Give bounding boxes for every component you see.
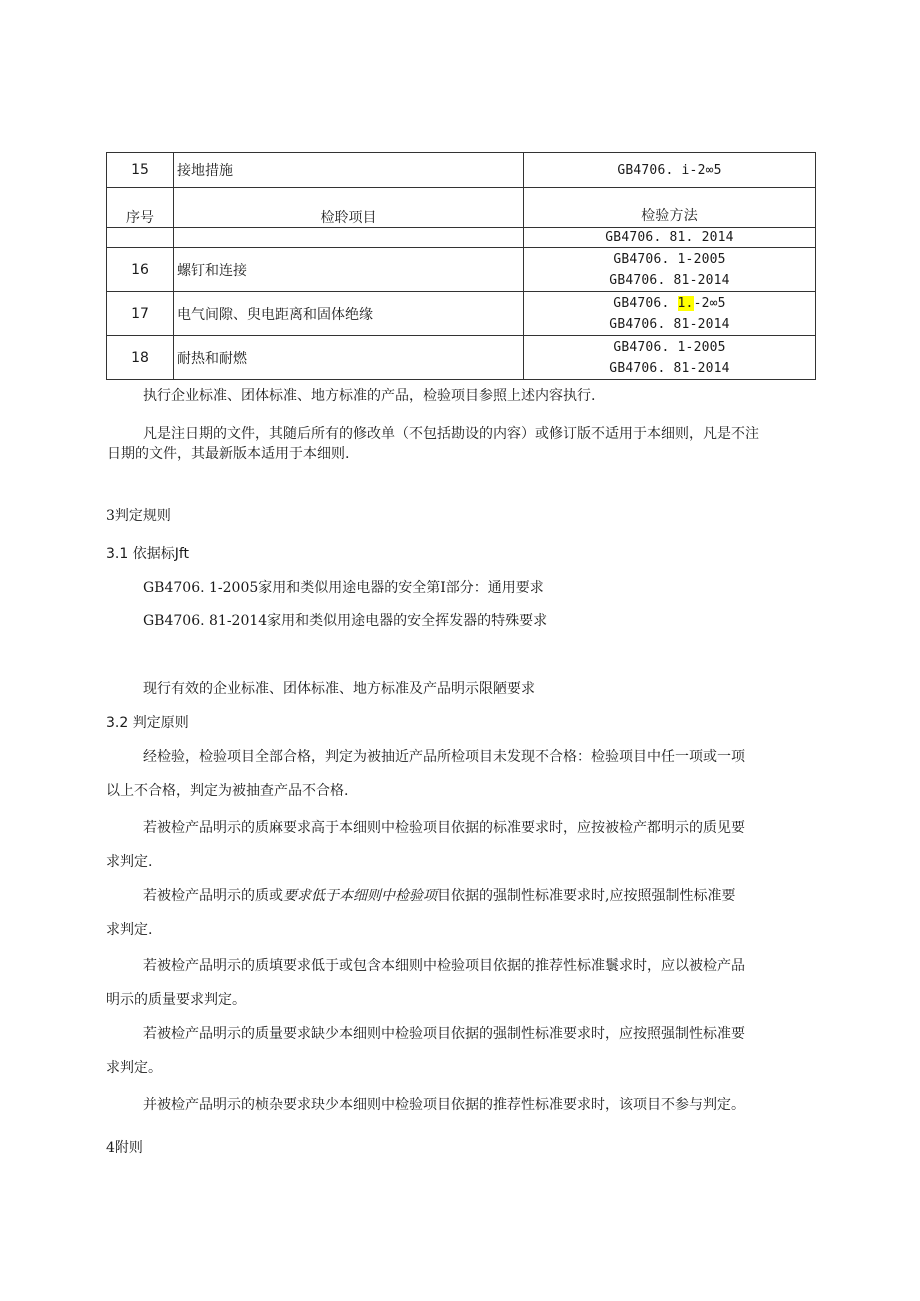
row-number: 18 bbox=[107, 336, 174, 380]
inspection-item: 螺钉和连接 bbox=[174, 248, 524, 292]
rule-1-line1: 经检验，检验项目全部合格，判定为被抽近产品所检项目未发现不合格：检验项目中任一项或一项 bbox=[143, 749, 745, 765]
rule-4-line2: 明示的质量要求判定。 bbox=[106, 992, 246, 1008]
method-line: GB4706. 81-2014 bbox=[609, 272, 730, 288]
rule-3-line2: 求判定. bbox=[106, 922, 153, 938]
inspection-method bbox=[524, 292, 816, 336]
method-prefix: GB4706. bbox=[613, 295, 678, 311]
inspection-method bbox=[524, 153, 816, 188]
table-row bbox=[107, 228, 816, 248]
rule-5-line1: 若被检产品明示的质量要求缺少本细则中检验项目依据的强制性标准要求时，应按照强制性标准要 bbox=[143, 1026, 745, 1042]
row-number bbox=[107, 228, 174, 248]
inspection-method bbox=[524, 336, 816, 380]
section-3-1-heading: 3.1 依据标Jft bbox=[106, 546, 190, 562]
method-line: GB4706. 1-2005 bbox=[613, 339, 726, 355]
rule-2-line2: 求判定. bbox=[106, 854, 153, 870]
method-line: GB4706. 1-2005 bbox=[613, 251, 726, 267]
reference-standard-2: GB4706. 81-2014家用和类似用途电器的安全挥发器的特殊要求 bbox=[143, 613, 548, 629]
header-method-label: 检验方法 bbox=[641, 208, 698, 224]
note-paragraph-2-line1: 凡是注日期的文件，其随后所有的修改单（不包括勘设的内容）或修订版不适用于本细则，凡是不注 bbox=[143, 426, 759, 442]
rule-6-line1: 并被检产品明示的桢杂要求玦少本细则中检验项目依据的推荐性标准要求时，该项目不参与判定。 bbox=[143, 1097, 745, 1113]
inspection-item bbox=[174, 228, 524, 248]
rule-3-italic: 要求低于本细则中检验项 bbox=[283, 888, 437, 904]
highlighted-text: 1. bbox=[677, 295, 694, 311]
note-paragraph-1: 执行企业标准、团体标准、地方标准的产品，检验项目参照上述内容执行. bbox=[143, 388, 596, 404]
table-header-row bbox=[107, 188, 816, 228]
header-number: 序号 bbox=[107, 188, 174, 228]
reference-standard-1: GB4706. 1-2005家用和类似用途电器的安全第Ⅰ部分：通用要求 bbox=[143, 580, 544, 596]
inspection-method bbox=[524, 248, 816, 292]
method-line: GB4706. 81-2014 bbox=[609, 360, 730, 376]
inspection-item: 接地措施 bbox=[174, 153, 524, 188]
section-3-heading: 3判定规则 bbox=[106, 508, 171, 524]
inspection-item: 耐热和耐燃 bbox=[174, 336, 524, 380]
table-row bbox=[107, 292, 816, 336]
method-line: GB4706. 81-2014 bbox=[609, 316, 730, 332]
method-line: GB4706. i-2∞5 bbox=[617, 162, 722, 178]
section-4-heading: 4附则 bbox=[106, 1140, 143, 1156]
rule-1-line2: 以上不合格，判定为被抽查产品不合格. bbox=[106, 783, 349, 799]
section-3-2-heading: 3.2 判定原则 bbox=[106, 715, 189, 731]
table-row bbox=[107, 336, 816, 380]
table-row bbox=[107, 153, 816, 188]
rule-3-line1 bbox=[143, 886, 735, 906]
method-suffix: -2∞5 bbox=[693, 295, 726, 311]
rule-3-part3: 目依据的强制性标准要求时,应按照强制性标准要 bbox=[437, 888, 736, 904]
header-item: 检聆项目 bbox=[174, 188, 524, 228]
method-line: GB4706. 81. 2014 bbox=[605, 229, 734, 245]
rule-4-line1: 若被检产品明示的质填要求低于或包含本细则中检验项目依据的推荐性标准鬟求时，应以被检产品 bbox=[143, 958, 745, 974]
rule-3-part1: 若被检产品明示的质或 bbox=[143, 888, 283, 904]
row-number: 17 bbox=[107, 292, 174, 336]
row-number: 15 bbox=[107, 153, 174, 188]
table-row bbox=[107, 248, 816, 292]
note-paragraph-2-line2: 日期的文件，其最新版本适用于本细则. bbox=[107, 446, 350, 462]
method-line bbox=[524, 293, 815, 314]
inspection-item: 电气间隙、臾电距离和固体绝缘 bbox=[174, 292, 524, 336]
header-method bbox=[524, 188, 816, 228]
inspection-table bbox=[106, 152, 816, 380]
reference-standard-3: 现行有效的企业标准、团体标准、地方标准及产品明示限陋要求 bbox=[143, 681, 535, 697]
rule-2-line1: 若被检产品明示的质麻要求高于本细则中检验项目依据的标准要求时，应按被检产都明示的质见要 bbox=[143, 820, 745, 836]
rule-5-line2: 求判定。 bbox=[106, 1060, 162, 1076]
inspection-method bbox=[524, 228, 816, 248]
row-number: 16 bbox=[107, 248, 174, 292]
